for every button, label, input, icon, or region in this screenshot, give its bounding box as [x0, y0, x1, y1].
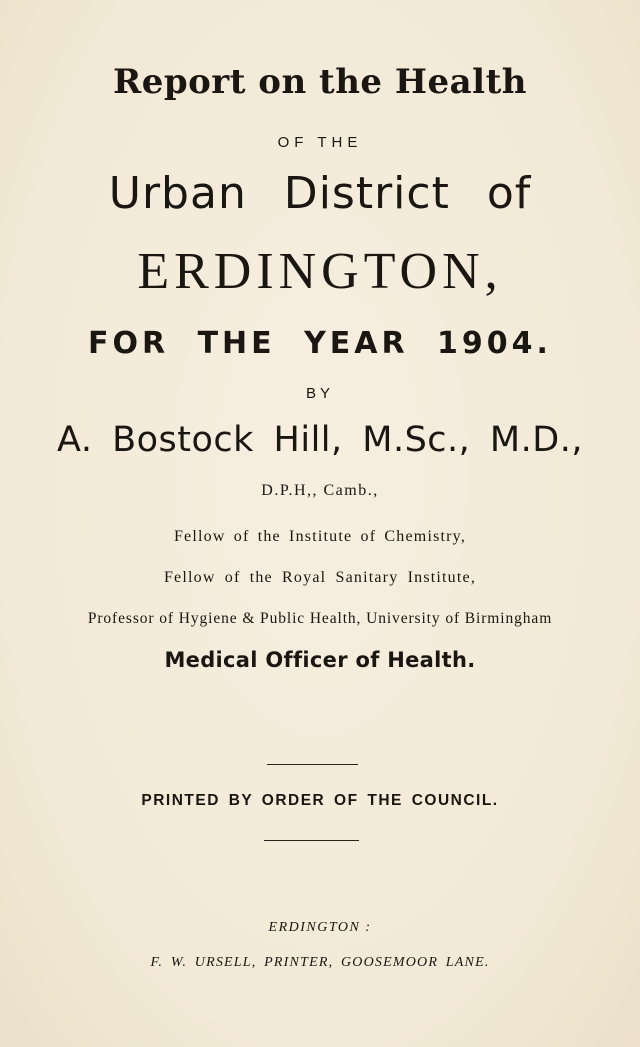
qualification-dph: D.P.H,, Camb.,	[261, 482, 379, 499]
qualification-professor: Professor of Hygiene & Public Health, University of Birmingham	[87, 610, 553, 627]
printed-by-line: PRINTED BY ORDER OF THE COUNCIL.	[141, 792, 499, 809]
qualification-chemistry: Fellow of the Institute of Chemistry,	[173, 528, 467, 545]
report-title: Report on the Health	[112, 62, 528, 102]
of-the-line: OF THE	[277, 134, 363, 151]
by-line: BY	[305, 385, 334, 402]
author-name: A. Bostock Hill, M.Sc., M.D.,	[57, 420, 583, 460]
year-line: FOR THE YEAR 1904.	[88, 326, 552, 361]
district-line: Urban District of	[108, 168, 532, 219]
divider-bottom	[264, 840, 359, 841]
qualification-sanitary: Fellow of the Royal Sanitary Institute,	[163, 569, 477, 586]
role-title: Medical Officer of Health.	[164, 648, 476, 672]
imprint-printer: F. W. URSELL, PRINTER, GOOSEMOOR LANE.	[150, 955, 490, 970]
divider-top	[267, 764, 358, 765]
place-name: ERDINGTON,	[137, 243, 503, 300]
imprint-place: ERDINGTON :	[268, 920, 372, 935]
